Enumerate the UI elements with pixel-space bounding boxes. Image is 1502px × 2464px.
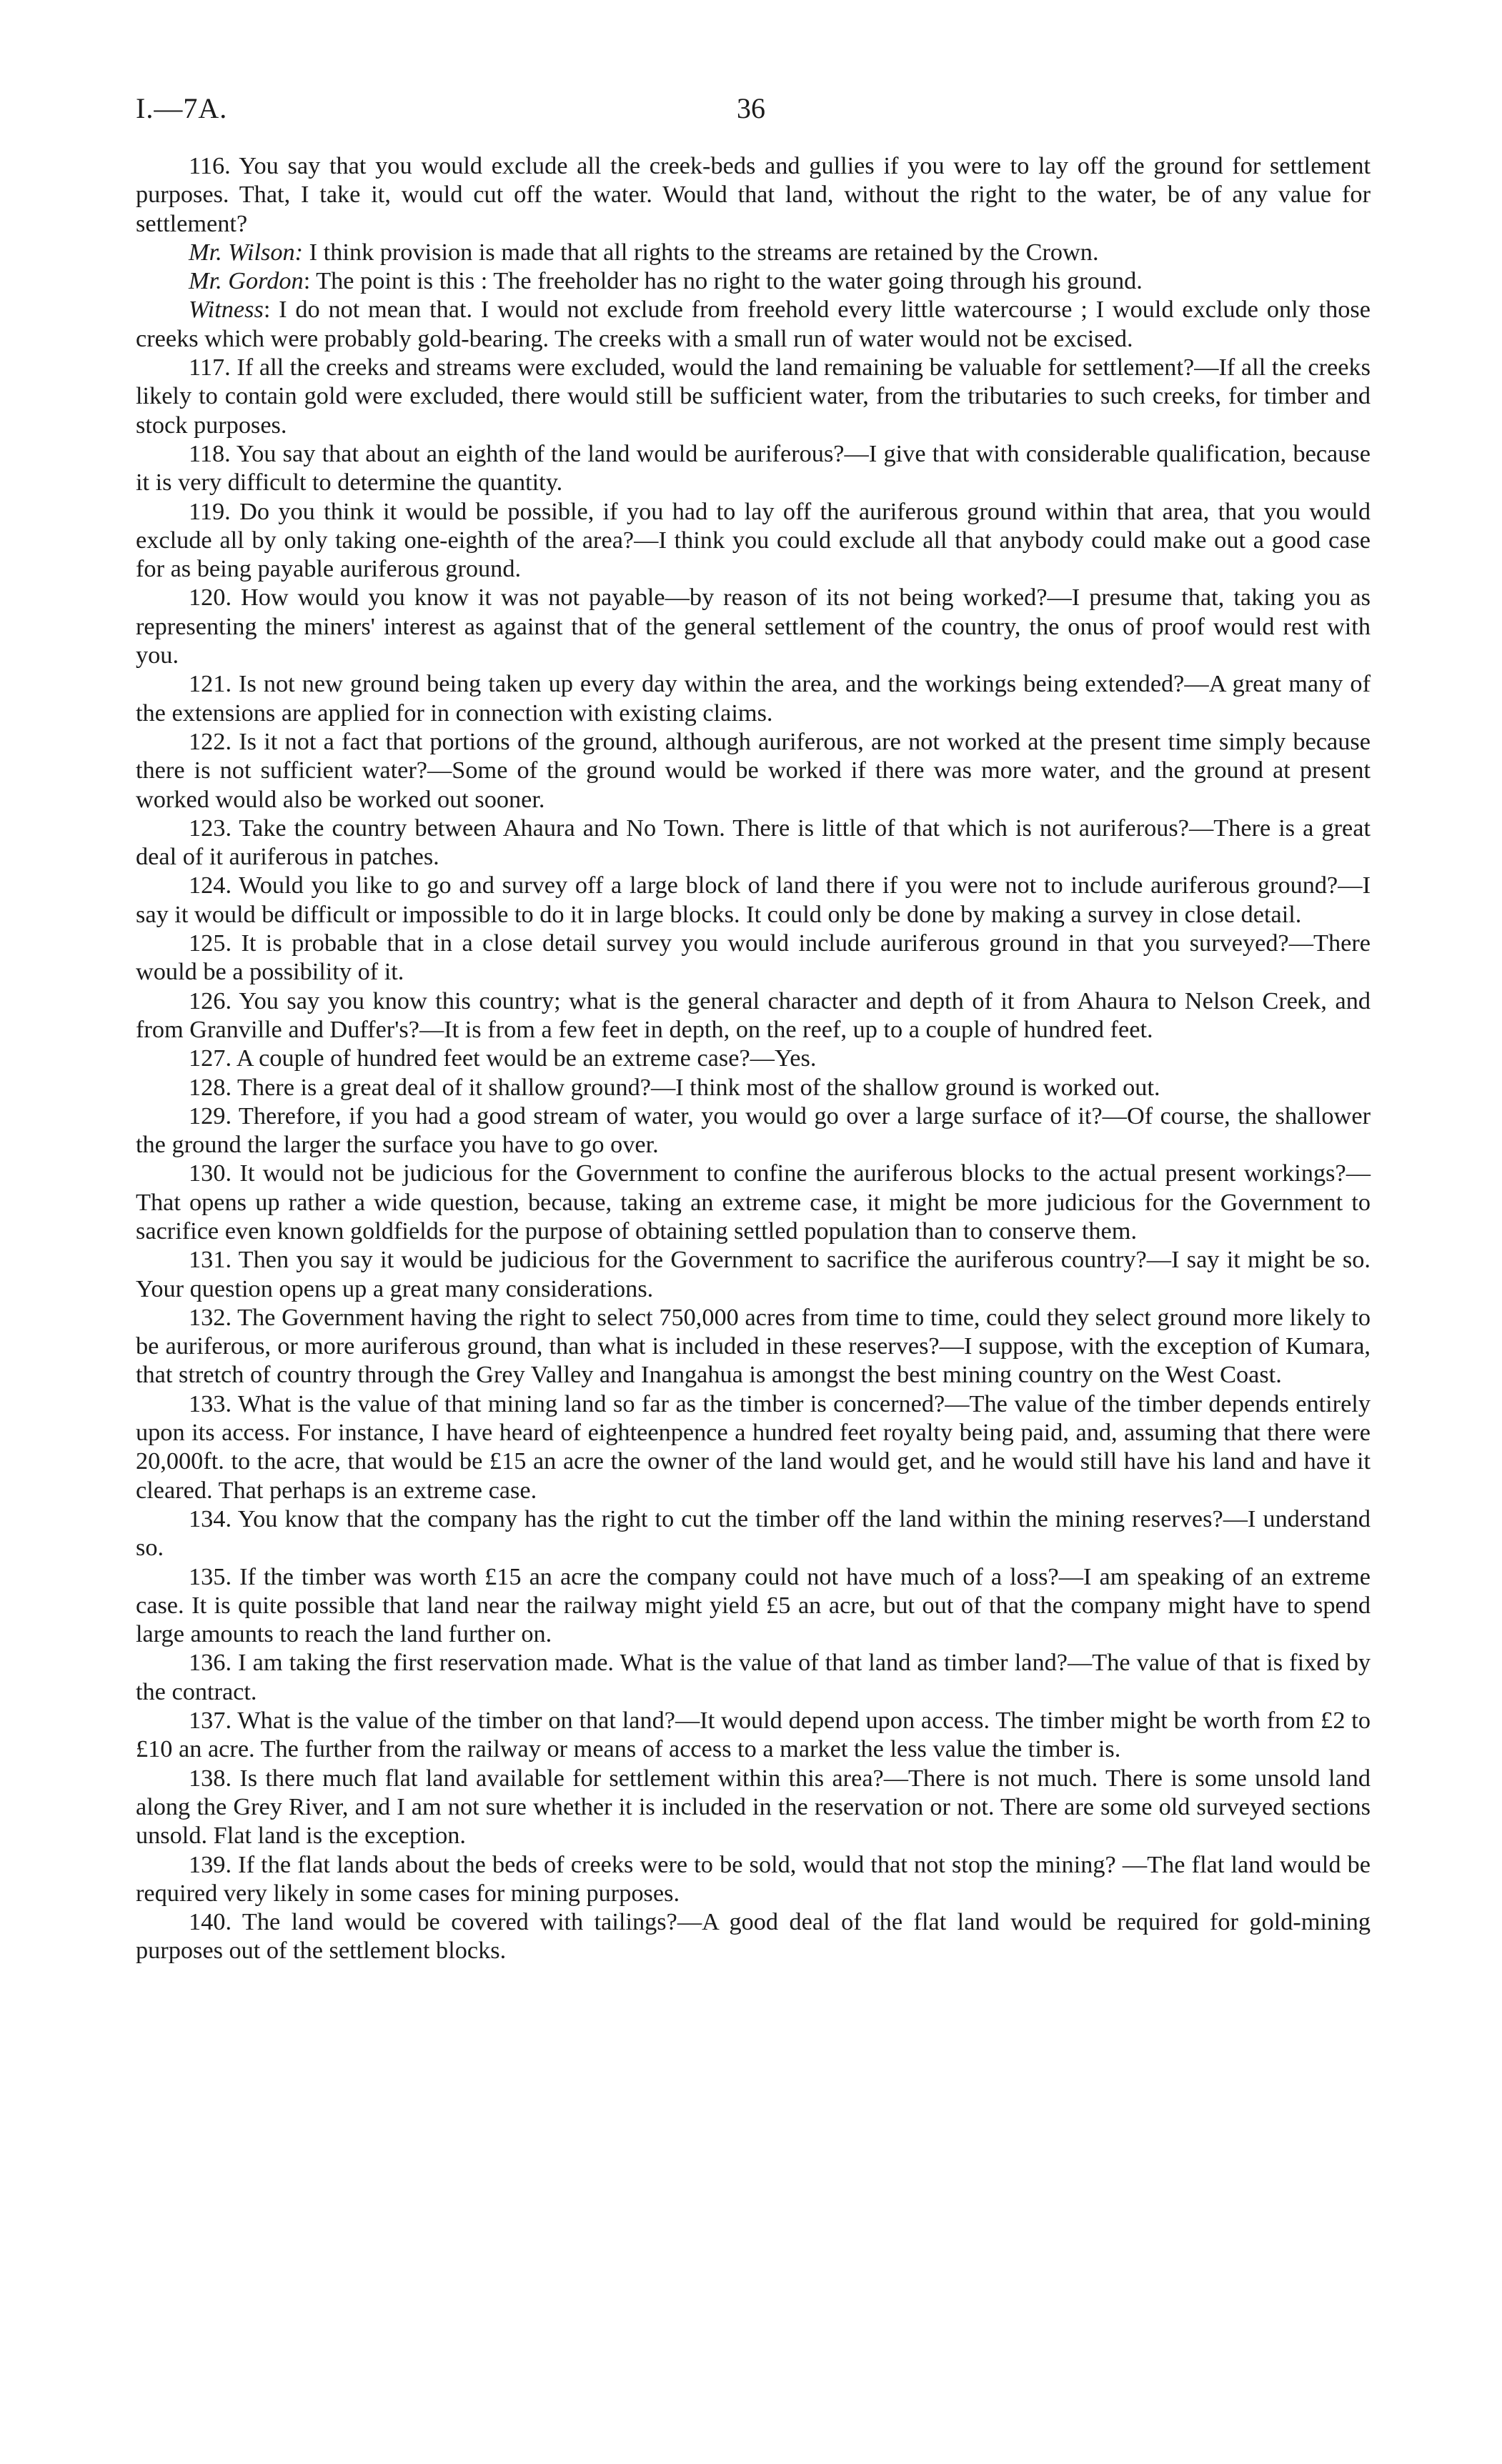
paragraph [136, 583, 1371, 669]
paragraph [136, 439, 1371, 497]
paragraph [136, 1562, 1371, 1649]
paragraph [136, 238, 1371, 266]
paragraph [136, 1102, 1371, 1159]
paragraph-text: 122. Is it not a fact that portions of the ground, although auriferous, are not worked at the present time simply because there is not sufficient water?—Some of the ground would be worked if there was more water, and the ground at present worked would also be worked out sooner. [136, 727, 1371, 813]
paragraph [136, 727, 1371, 814]
speaker-name: Witness [189, 296, 264, 324]
paragraph [136, 1505, 1371, 1562]
paragraph [136, 1044, 1371, 1072]
paragraph-text: 127. A couple of hundred feet would be an extreme case?—Yes. [189, 1044, 817, 1072]
paragraph-text: 118. You say that about an eighth of the land would be auriferous?—I give that with considerable qualification, because it is very difficult to determine the quantity. [136, 439, 1371, 497]
paragraph-text: 140. The land would be covered with tailings?—A good deal of the flat land would be required for gold-mining purposes out of the settlement blocks. [136, 1908, 1371, 1965]
paragraph-text: 137. What is the value of the timber on that land?—It would depend upon access. The timber might be worth from £2 to £10 an acre. The further from the railway or means of access to a market the less value the timber is. [136, 1707, 1371, 1763]
paragraph [136, 929, 1371, 987]
paragraph-text: 129. Therefore, if you had a good stream of water, you would go over a large surface of it?—Of course, the shallower the ground the larger the surface you have to go over. [136, 1102, 1371, 1159]
paragraph-text: 128. There is a great deal of it shallow ground?—I think most of the shallow ground is worked out. [189, 1073, 1160, 1101]
paragraph-text: 130. It would not be judicious for the Government to confine the auriferous blocks to the actual present workings?—That opens up rather a wide question, because, taking an extreme case, it might be more judicious for the Government to sacrifice even known goldfields for the purpose of obtaining settled population than to conserve them. [136, 1159, 1371, 1245]
paragraph [136, 1245, 1371, 1303]
paper-reference: I.—7A. [136, 92, 228, 124]
paragraph-text: 139. If the flat lands about the beds of creeks were to be sold, would that not stop the mining? —The flat land would be required very likely in some cases for mining purposes. [136, 1850, 1371, 1907]
paragraph [136, 1648, 1371, 1706]
paragraph-text: 135. If the timber was worth £15 an acre the company could not have much of a loss?—I am speaking of an extreme case. It is quite possible that land near the railway might yield £5 an acre, but out of that the company might have to spend large amounts to reach the land further on. [136, 1562, 1371, 1648]
paragraph-text: 134. You know that the company has the right to cut the timber off the land within the mining reserves?—I understand so. [136, 1505, 1371, 1562]
paragraph [136, 814, 1371, 872]
paragraph-text: 119. Do you think it would be possible, if you had to lay off the auriferous ground within that area, that you would exclude all by only taking one-eighth of the area?—I think you could exclude all that anybody could make out a good case for as being payable auriferous ground. [136, 497, 1371, 583]
paragraph [136, 266, 1371, 295]
paragraph-text: 123. Take the country between Ahaura and No Town. There is little of that which is not auriferous?—There is a great deal of it auriferous in patches. [136, 814, 1371, 871]
paragraph [136, 987, 1371, 1044]
paragraph [136, 1159, 1371, 1245]
paragraph-text: 117. If all the creeks and streams were excluded, would the land remaining be valuable for settlement?—If all the creeks likely to contain gold were excluded, there would still be sufficient water, from the tributaries to such creeks, for timber and stock purposes. [136, 354, 1371, 439]
paragraph [136, 669, 1371, 727]
paragraph [136, 1390, 1371, 1505]
speaker-name: Mr. Gordon [189, 267, 304, 295]
paragraph-text: : The point is this : The freeholder has no right to the water going through his ground. [303, 267, 1143, 295]
paragraph-text: : I do not mean that. I would not exclude from freehold every little watercourse ; I would exclude only those creeks which were probably gold-bearing. The creeks with a small run of water would not be excised. [136, 296, 1371, 352]
evidence-text [136, 151, 1371, 1965]
page-header [136, 91, 1366, 134]
paragraph-text: 133. What is the value of that mining land so far as the timber is concerned?—The value of the timber depends entirely upon its access. For instance, I have heard of eighteenpence a hundred feet royalty being paid, and, assuming that there were 20,000ft. to the acre, that would be £15 an acre the owner of the land would get, and he would still have his land and have it cleared. That perhaps is an extreme case. [136, 1390, 1371, 1504]
paragraph-text: 124. Would you like to go and survey off a large block of land there if you were not to include auriferous ground?—I say it would be difficult or impossible to do it in large blocks. It could only be done by making a survey in close detail. [136, 872, 1371, 928]
page-number: 36 [737, 92, 765, 124]
paragraph [136, 871, 1371, 929]
paragraph-text: 131. Then you say it would be judicious for the Government to sacrifice the auriferous country?—I say it might be so. Your question opens up a great many considerations. [136, 1246, 1371, 1302]
paragraph [136, 353, 1371, 439]
paragraph [136, 497, 1371, 584]
paragraph [136, 1850, 1371, 1908]
paragraph-text: 138. Is there much flat land available for settlement within this area?—There is not much. There is some unsold land along the Grey River, and I am not sure whether it is included in the reservation or not. There are some old surveyed sections unsold. Flat land is the exception. [136, 1764, 1371, 1850]
paragraph-text: 132. The Government having the right to select 750,000 acres from time to time, could they select ground more likely to be auriferous, or more auriferous ground, than what is included in these reserves?—I suppose, with the exception of Kumara, that stretch of country through the Grey Valley and Inangahua is amongst the best mining country on the West Coast. [136, 1303, 1371, 1389]
paragraph [136, 295, 1371, 353]
paragraph [136, 1303, 1371, 1390]
paragraph-text: 121. Is not new ground being taken up every day within the area, and the workings being extended?—A great many of the extensions are applied for in connection with existing claims. [136, 670, 1371, 727]
paragraph [136, 1706, 1371, 1764]
paragraph-text: 120. How would you know it was not payable—by reason of its not being worked?—I presume that, taking you as representing the miners' interest as against that of the general settlement of the country, the onus of proof would rest with you. [136, 584, 1371, 669]
paragraph [136, 1073, 1371, 1102]
paragraph-text: 136. I am taking the first reservation made. What is the value of that land as timber land?—The value of that is fixed by the contract. [136, 1649, 1371, 1705]
paragraph-text: I think provision is made that all rights to the streams are retained by the Crown. [303, 238, 1099, 266]
paragraph-text: 125. It is probable that in a close detail survey you would include auriferous ground in that you surveyed?—There would be a possibility of it. [136, 929, 1371, 986]
paragraph-text: 116. You say that you would exclude all the creek-beds and gullies if you were to lay off the ground for settlement purposes. That, I take it, would cut off the water. Would that land, without the right to the water, be of any value for settlement? [136, 152, 1371, 237]
speaker-name: Mr. Wilson: [189, 238, 304, 266]
paragraph [136, 151, 1371, 238]
paragraph [136, 1907, 1371, 1965]
paragraph [136, 1764, 1371, 1850]
paragraph-text: 126. You say you know this country; what is the general character and depth of it from Ahaura to Nelson Creek, and from Granville and Duffer's?—It is from a few feet in depth, on the reef, up to a couple of hundred feet. [136, 987, 1371, 1043]
